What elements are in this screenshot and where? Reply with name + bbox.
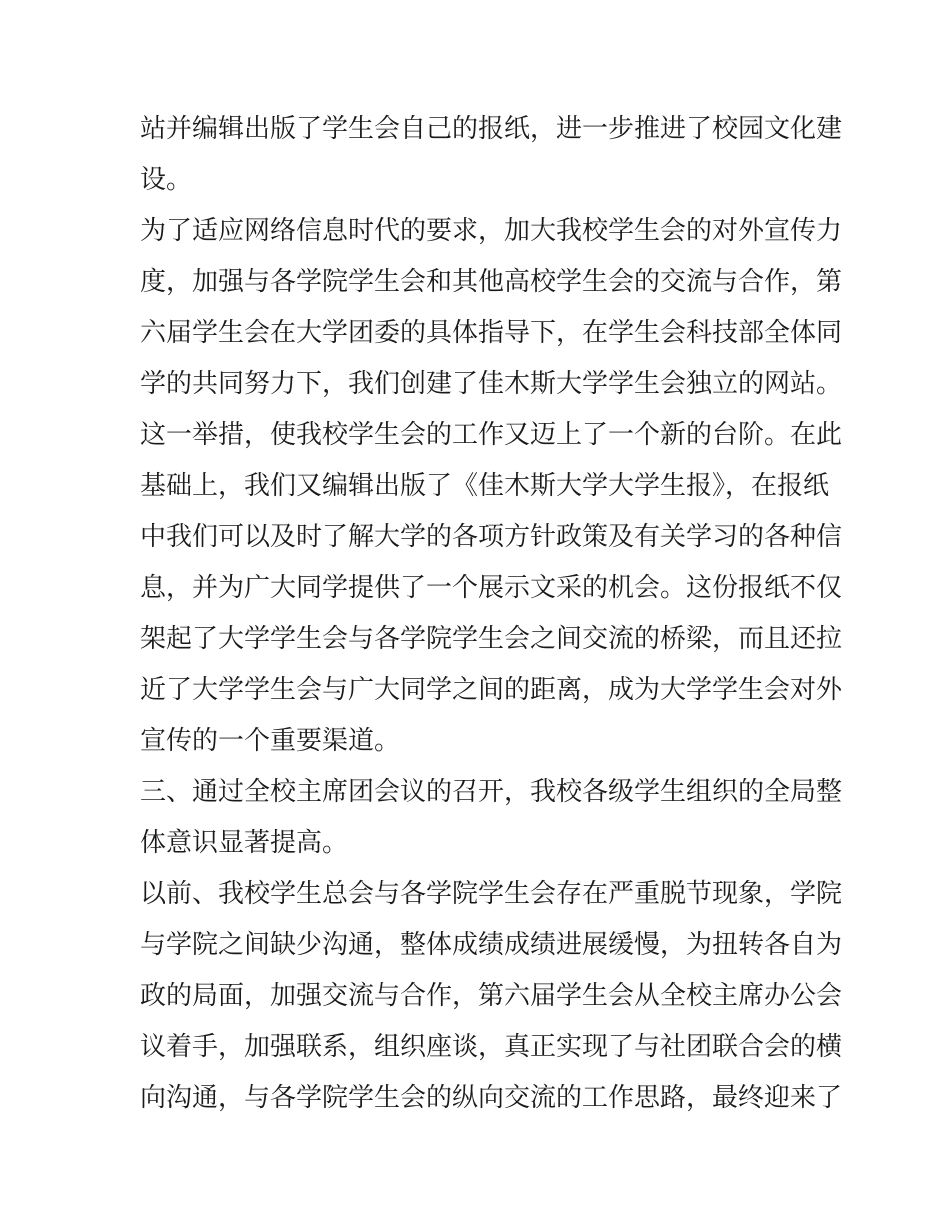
text-line: 近了大学学生会与广大同学之间的距离，成为大学学生会对外 <box>140 675 843 705</box>
text-line: 基础上，我们又编辑出版了《佳木斯大学大学生报》，在报纸 <box>140 471 830 501</box>
text-line: 这一举措，使我校学生会的工作又迈上了一个新的台阶。在此 <box>140 420 843 450</box>
text-line: 三、通过全校主席团会议的召开，我校各级学生组织的全局整 <box>140 777 843 807</box>
text-line: 向沟通，与各学院学生会的纵向交流的工作思路，最终迎来了 <box>140 1083 843 1113</box>
text-line: 六届学生会在大学团委的具体指导下，在学生会科技部全体同 <box>140 318 843 348</box>
text-line: 站并编辑出版了学生会自己的报纸，进一步推进了校园文化建 <box>140 114 843 144</box>
text-line: 以前、我校学生总会与各学院学生会存在严重脱节现象，学院 <box>140 879 843 909</box>
text-line: 度，加强与各学院学生会和其他高校学生会的交流与合作，第 <box>140 267 843 297</box>
text-line: 设。 <box>140 165 193 195</box>
text-line: 中我们可以及时了解大学的各项方针政策及有关学习的各种信 <box>140 522 843 552</box>
text-line: 学的共同努力下，我们创建了佳木斯大学学生会独立的网站。 <box>140 369 843 399</box>
text-line: 宣传的一个重要渠道。 <box>140 726 401 756</box>
text-line: 政的局面，加强交流与合作，第六届学生会从全校主席办公会 <box>140 981 843 1011</box>
text-line: 与学院之间缺少沟通，整体成绩成绩进展缓慢，为扭转各自为 <box>140 930 843 960</box>
text-line: 息，并为广大同学提供了一个展示文采的机会。这份报纸不仅 <box>140 573 843 603</box>
text-line: 架起了大学学生会与各学院学生会之间交流的桥梁，而且还拉 <box>140 624 843 654</box>
body-text <box>140 104 843 1124</box>
text-line: 为了适应网络信息时代的要求，加大我校学生会的对外宣传力 <box>140 216 843 246</box>
text-line: 议着手，加强联系，组织座谈，真正实现了与社团联合会的横 <box>140 1032 843 1062</box>
text-line: 体意识显著提高。 <box>140 828 349 858</box>
